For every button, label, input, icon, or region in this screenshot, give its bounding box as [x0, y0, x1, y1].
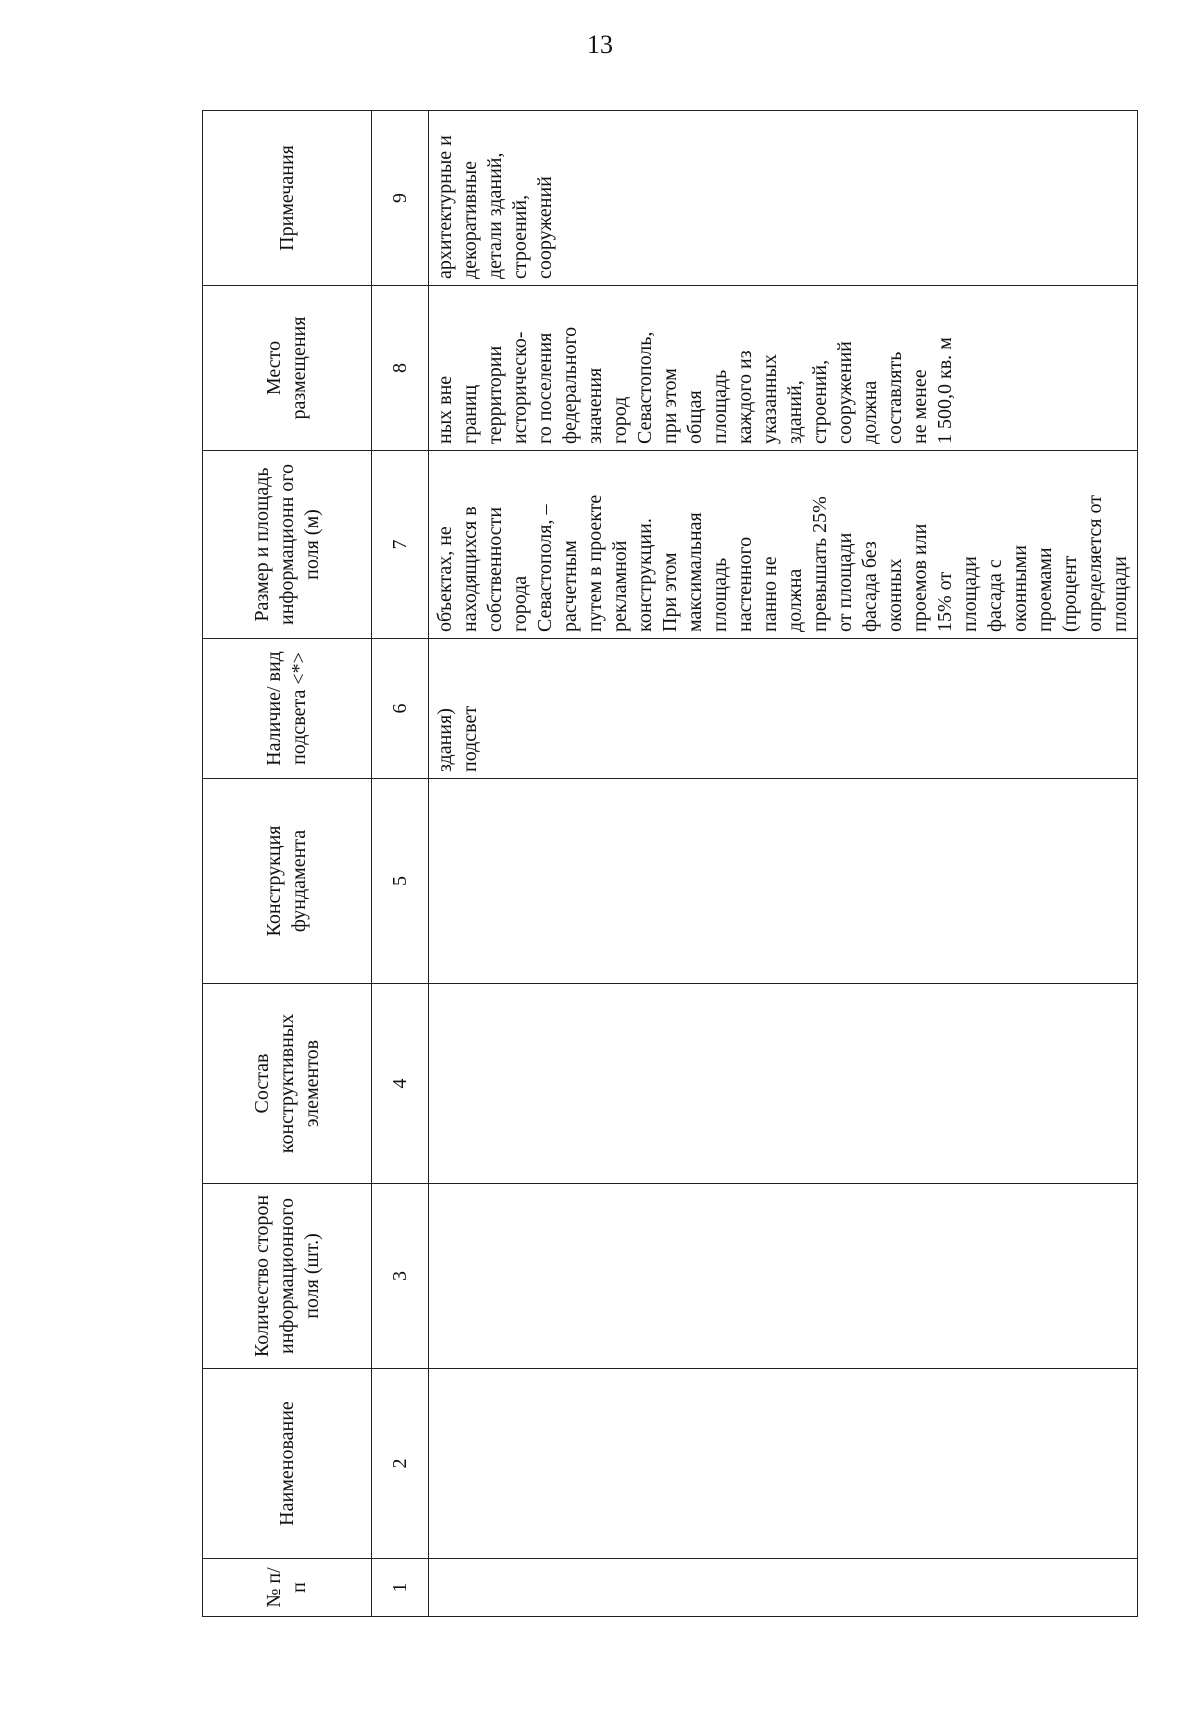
column-number: 4: [372, 984, 429, 1184]
table-row: [429, 111, 1138, 1617]
column-number: 6: [372, 639, 429, 779]
page-number: 13: [587, 30, 613, 59]
cell-notes: архитектурные и декоративные детали зданий, строений, сооружений: [429, 111, 1138, 286]
cell-foundation: [429, 779, 1138, 984]
header-sides-count: Количество сторон информационного поля (шт.): [203, 1184, 372, 1369]
header-placement: Место размещения: [203, 286, 372, 451]
cell-name: [429, 1369, 1138, 1559]
column-number: 7: [372, 451, 429, 639]
cell-lighting: здания) подсвет: [429, 639, 1138, 779]
header-row: [203, 111, 372, 1617]
column-numbers-row: [372, 111, 429, 1617]
header-structural-elements: Состав конструктивных элементов: [203, 984, 372, 1184]
cell-structural-elements: [429, 984, 1138, 1184]
column-number: 3: [372, 1184, 429, 1369]
header-number: № п/п: [203, 1559, 372, 1617]
rotated-table-container: [202, 111, 1134, 1617]
column-number: 2: [372, 1369, 429, 1559]
header-lighting: Наличие/ вид подсвета <*>: [203, 639, 372, 779]
cell-placement: ных вне границ территории историческо- го поселения федерального значения город Севастополь, при этом общая площадь каждого из указанных зданий, строений, сооружений должна составлять не менее 1 500,0 кв. м: [429, 286, 1138, 451]
header-size-area: Размер и площадь информационн ого поля (м): [203, 451, 372, 639]
column-number: 5: [372, 779, 429, 984]
cell-sides-count: [429, 1184, 1138, 1369]
cell-size-area: объектах, не находящихся в собственности города Севастополя, – расчетным путем в проекте рекламной конструкции. При этом максимальная площадь настенного панно не должна превышать 25% от площади фасада без оконных проемов или 15% от площади фасада с оконными проемами (процент определяется от площади: [429, 451, 1138, 639]
column-number: 1: [372, 1559, 429, 1617]
advertising-structures-table: [202, 110, 1138, 1617]
cell-number: [429, 1559, 1138, 1617]
header-foundation: Конструкция фундамента: [203, 779, 372, 984]
header-name: Наименование: [203, 1369, 372, 1559]
header-notes: Примечания: [203, 111, 372, 286]
column-number: 8: [372, 286, 429, 451]
column-number: 9: [372, 111, 429, 286]
